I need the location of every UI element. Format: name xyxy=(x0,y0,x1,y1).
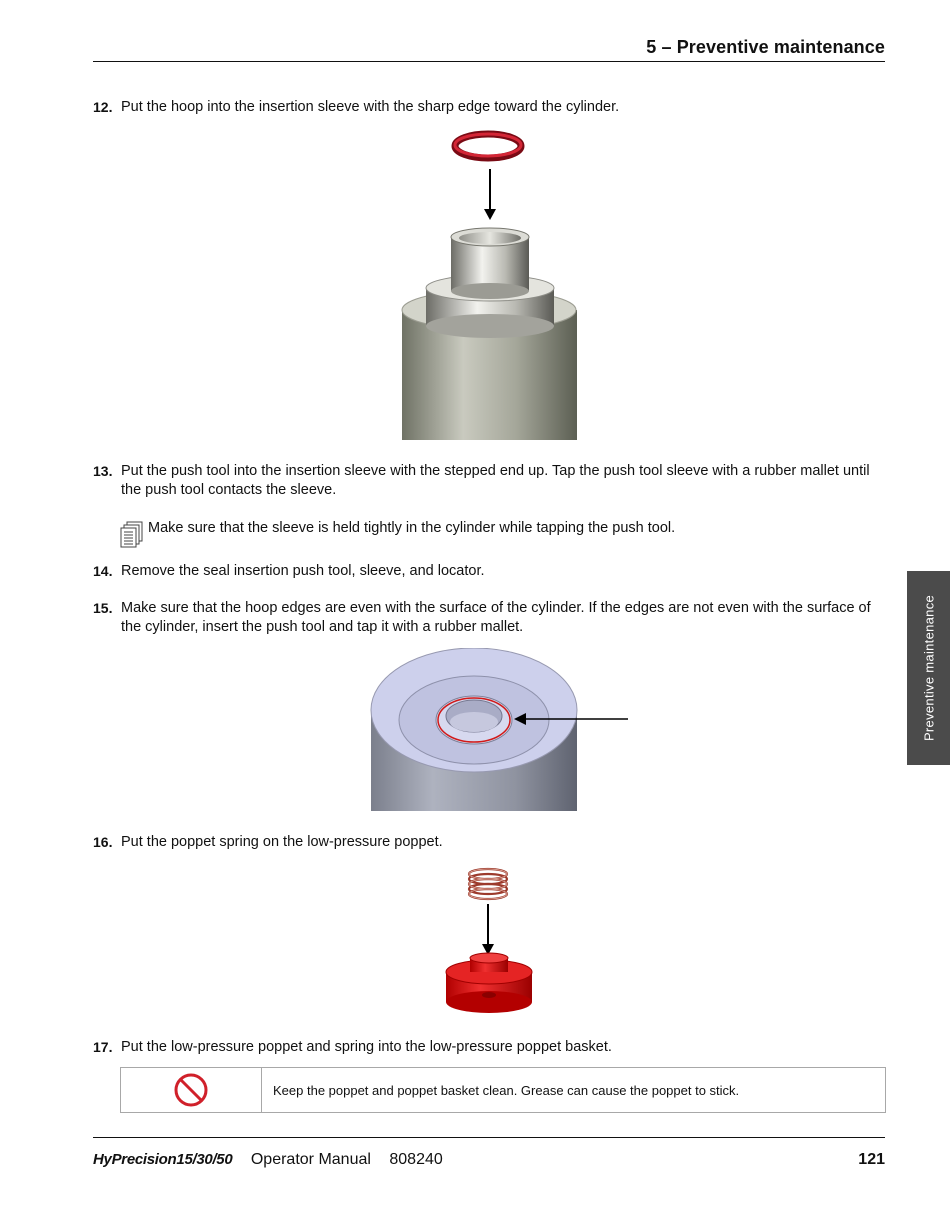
hoop-flush-illustration xyxy=(368,648,633,814)
hoop-insertion-illustration xyxy=(395,125,585,440)
step-number: 16. xyxy=(93,834,113,850)
note xyxy=(120,519,880,538)
footer-manual-title: Operator Manual xyxy=(250,1151,371,1168)
prohibited-icon xyxy=(173,1072,209,1108)
step-17 xyxy=(93,1038,893,1057)
step-number: 13. xyxy=(93,463,113,479)
footer-brand: HyPrecision15/30/50 xyxy=(93,1151,233,1168)
page-section-title: 5 – Preventive maintenance xyxy=(646,37,885,57)
poppet-spring-illustration xyxy=(440,862,540,1017)
note-text: Make sure that the sleeve is held tightly in the cylinder while tapping the push tool. xyxy=(148,520,676,536)
step-12 xyxy=(93,98,893,117)
caution-icon-cell xyxy=(121,1068,262,1112)
step-15 xyxy=(93,599,893,637)
step-14 xyxy=(93,562,893,581)
step-text: Put the low-pressure poppet and spring into the low-pressure poppet basket. xyxy=(121,1039,612,1055)
step-number: 15. xyxy=(93,600,113,616)
caution-table xyxy=(120,1067,886,1113)
step-text: Put the poppet spring on the low-pressure poppet. xyxy=(121,834,443,850)
step-13 xyxy=(93,462,893,500)
footer-rule xyxy=(93,1137,885,1138)
step-number: 12. xyxy=(93,99,113,115)
step-text: Make sure that the hoop edges are even with the surface of the cylinder. If the edges are not even with the surface of the cylinder, insert the push tool and tap it with a rubber mallet. xyxy=(121,600,871,635)
caution-text: Keep the poppet and poppet basket clean. Grease can cause the poppet to stick. xyxy=(273,1082,740,1098)
section-side-tab xyxy=(907,571,950,765)
step-number: 17. xyxy=(93,1039,113,1055)
page-footer xyxy=(93,1151,885,1169)
header-rule xyxy=(93,61,885,62)
side-tab-label: Preventive maintenance xyxy=(921,594,936,742)
note-icon xyxy=(120,521,144,549)
step-text: Remove the seal insertion push tool, sleeve, and locator. xyxy=(121,563,485,579)
step-16 xyxy=(93,833,893,852)
step-text: Put the hoop into the insertion sleeve with the sharp edge toward the cylinder. xyxy=(121,99,620,115)
step-number: 14. xyxy=(93,563,113,579)
step-text: Put the push tool into the insertion sleeve with the stepped end up. Tap the push tool sleeve with a rubber mallet until the push tool contacts the sleeve. xyxy=(121,463,870,498)
page-number: 121 xyxy=(858,1151,885,1168)
footer-part-number: 808240 xyxy=(389,1151,443,1168)
